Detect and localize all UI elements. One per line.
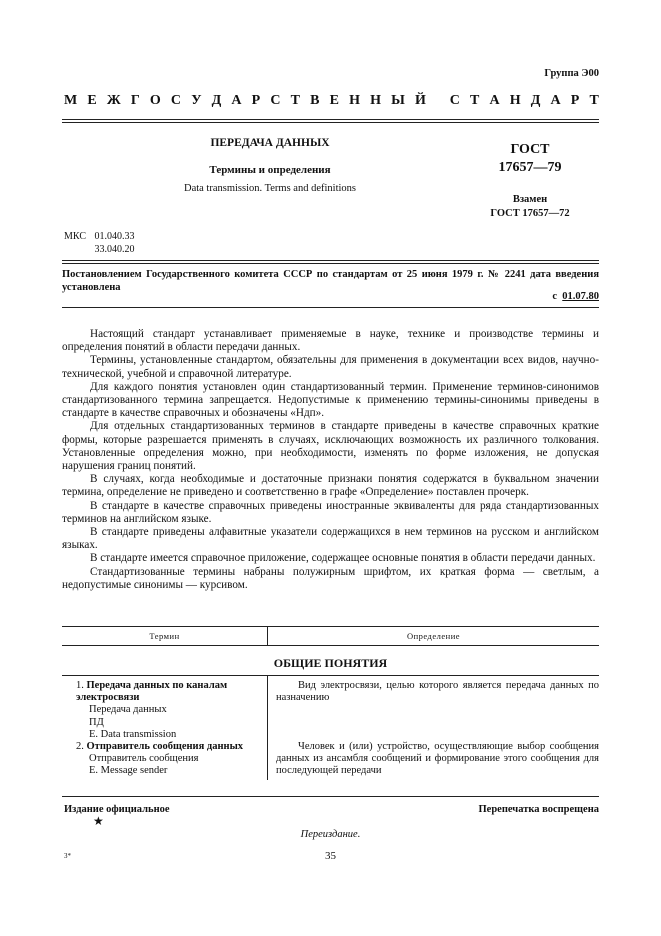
official-edition: Издание официальное (64, 804, 170, 815)
replaced-standard (470, 193, 590, 221)
decree-rule-bottom (62, 263, 599, 264)
banner-letter: Д (211, 93, 222, 108)
intro-paragraph: В случаях, когда необходимые и достаточные признаки понятия содержатся в буквальном значении термина, определение не приведено и соответственно в графе «Определение» поставлен прочерк. (62, 473, 599, 499)
banner-letter: А (489, 93, 500, 108)
banner-letter: А (231, 93, 242, 108)
terms-table (62, 626, 599, 788)
term-number: 2. (76, 741, 84, 752)
term-english: E. Message sender (89, 765, 168, 777)
document-title: ПЕРЕДАЧА ДАННЫХ (210, 137, 330, 149)
definition-text: Вид электросвязи, целью которого является передача данных по назначению (276, 680, 599, 704)
signature-mark: 3* (64, 852, 71, 860)
term-short-form: Передача данных (89, 704, 167, 716)
date-value: 01.07.80 (562, 291, 599, 302)
mks-code: 33.040.20 (94, 244, 135, 255)
page-number: 35 (325, 850, 336, 862)
banner-letter: Г (130, 93, 140, 108)
term-name: Отправитель сообщения данных (86, 741, 244, 752)
date-prefix: с (552, 291, 557, 302)
banner-letter: Н (370, 93, 381, 108)
term-number: 1. (76, 680, 84, 691)
decree-text: Постановлением Государственного комитета СССР по стандартам от 25 июня 1979 г. № 2241 дата введения установлена (62, 269, 599, 293)
banner-letter (436, 93, 440, 109)
term-abbreviation: ПД (89, 716, 104, 728)
banner-letter: Т (469, 93, 480, 108)
banner-letter: С (170, 93, 182, 108)
intro-paragraph: В стандарте в качестве справочных приведены иностранные эквиваленты для ряда стандартизованных терминов на английском языке. (62, 499, 599, 525)
intro-paragraph: Стандартизованные термины набраны полужирным шрифтом, их краткая форма — светлым, а недопустимые синонимы — курсивом. (62, 565, 599, 591)
banner-letter: А (550, 93, 561, 108)
mks-code: 01.040.33 (94, 231, 135, 242)
header-rule-top (62, 119, 599, 120)
term-definition (276, 680, 599, 704)
banner-letter: Д (530, 93, 541, 108)
banner-letter: Ж (106, 93, 121, 108)
table-row (76, 741, 262, 778)
decree-rule-end (62, 307, 599, 308)
star-icon: ★ (93, 814, 104, 828)
header-rule-bottom (62, 122, 599, 123)
document-title-english: Data transmission. Terms and definitions (183, 183, 356, 194)
column-header-definition: Определение (406, 631, 461, 641)
banner-letter: Е (87, 93, 97, 108)
table-body (62, 676, 599, 788)
banner-letter: Е (329, 93, 339, 108)
term-short-form: Отправитель сообщения (89, 753, 199, 765)
banner-letter: У (191, 93, 202, 108)
document-subtitle: Термины и определения (209, 164, 331, 176)
introduction (62, 328, 599, 592)
intro-paragraph: Для каждого понятия установлен один стандартизованный термин. Применение терминов-синонимов стандартизованного термина запрещается. Недопустимые к применению термины-синонимы приведены в стандарте в качестве справочных и обозначены «Ндп». (62, 380, 599, 420)
banner-letter: С (449, 93, 460, 108)
banner-letter: Н (349, 93, 360, 108)
column-header-term: Термин (62, 627, 268, 645)
banner-letter: М (64, 93, 78, 108)
replaced-label: Взамен (512, 194, 548, 205)
standard-banner (64, 93, 599, 109)
intro-paragraph: Настоящий стандарт устанавливает применяемые в науке, технике и производстве термины и определения понятий в области передачи данных. (62, 328, 599, 354)
banner-letter: Й (415, 93, 426, 108)
group-code: Группа Э00 (544, 68, 599, 79)
banner-letter: О (149, 93, 161, 108)
intro-paragraph: В стандарте приведены алфавитные указатели содержащихся в нем терминов на русском и английском языках. (62, 526, 599, 552)
banner-letter: Т (290, 93, 300, 108)
effective-date (552, 291, 599, 302)
gost-designation (470, 141, 590, 177)
banner-letter: Т (589, 93, 599, 108)
mks-codes (64, 230, 134, 256)
reprint-prohibited: Перепечатка воспрещена (478, 804, 599, 815)
intro-paragraph: Термины, установленные стандартом, обязательны для применения в документации всех видов, научно-технической, учебной и справочной литературе. (62, 354, 599, 380)
intro-paragraph: В стандарте имеется справочное приложение, содержащее основные понятия в области передачи данных. (90, 552, 596, 565)
column-divider (267, 676, 268, 780)
term-name: Передача данных по каналам электросвязи (76, 680, 228, 704)
replaced-number: ГОСТ 17657—72 (490, 208, 570, 219)
definition-text: Человек и (или) устройство, осуществляющие выбор сообщения данных из ансамбля сообщений и формирование этого сообщения для последующей передачи (276, 741, 599, 777)
reissue-note: Переиздание. (300, 829, 361, 840)
banner-letter: Н (509, 93, 521, 108)
gost-number: 17657—79 (498, 160, 562, 175)
gost-label: ГОСТ (510, 142, 550, 157)
banner-letter: Р (251, 93, 261, 108)
section-heading: ОБЩИЕ ПОНЯТИЯ (273, 656, 388, 670)
banner-letter: С (270, 93, 281, 108)
footer-rule (62, 796, 599, 797)
decree-rule-top (62, 260, 599, 261)
term-definition (276, 741, 599, 778)
banner-letter: Ы (391, 93, 405, 108)
banner-letter: В (310, 93, 320, 108)
term-english: E. Data transmission (89, 728, 177, 740)
intro-paragraph: Для отдельных стандартизованных терминов в стандарте приведены в качестве справочных краткие формы, которые разрешается применять в случаях, исключающих возможность их различного толкования. Установленные определения можно, при необходимости, изменять по форме изложения, не допуская нарушения границ понятий. (62, 420, 599, 473)
banner-letter: Р (570, 93, 580, 108)
mks-label: МКС (64, 231, 86, 242)
table-header (62, 626, 599, 646)
table-row (76, 680, 262, 741)
